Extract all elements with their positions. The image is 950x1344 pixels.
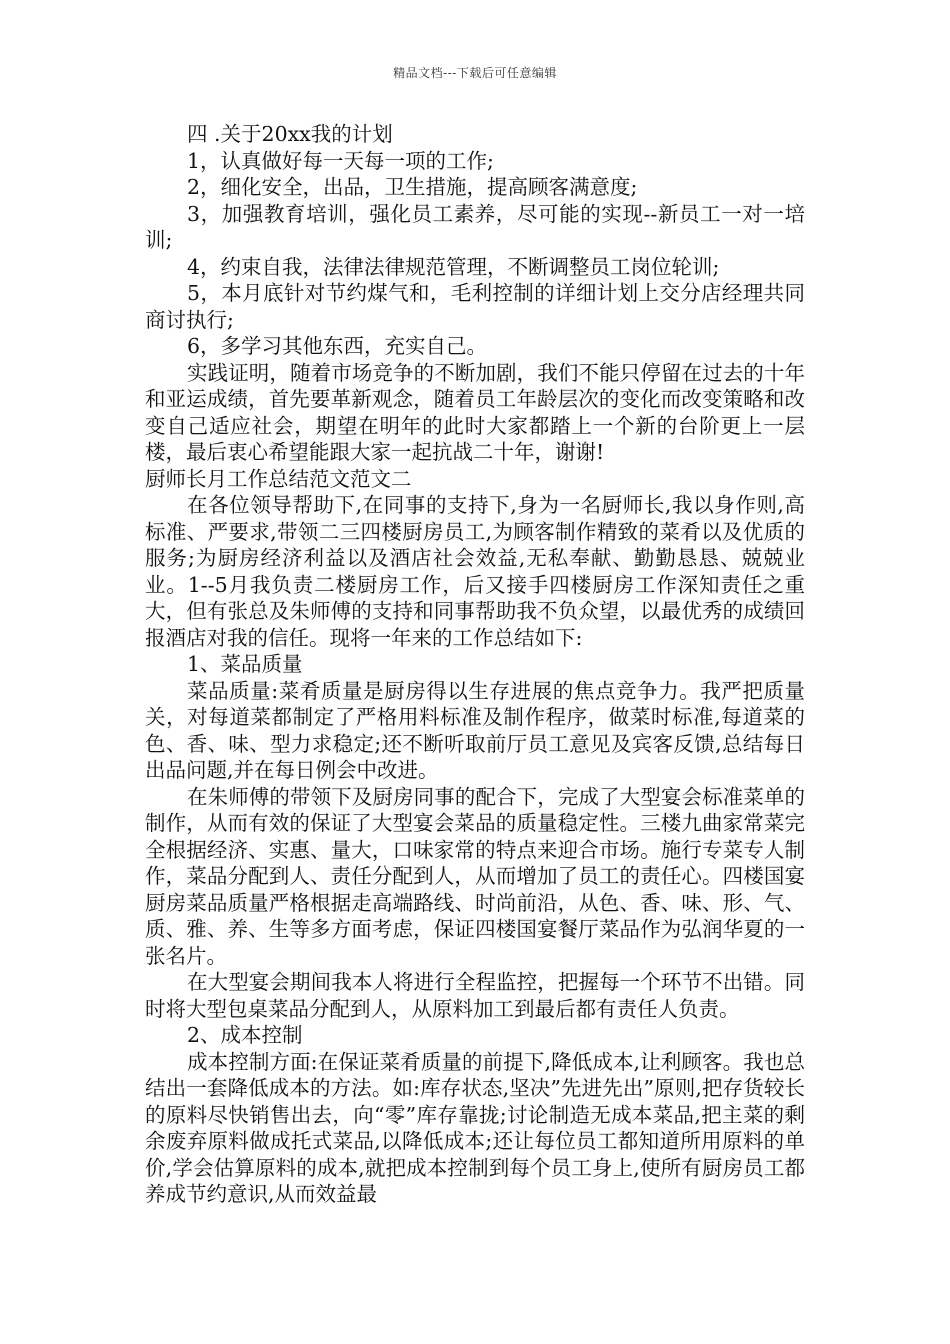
article-title: 厨师长月工作总结范文范文二 xyxy=(145,466,412,491)
plan-item-1: 1，认真做好每一天每一项的工作; xyxy=(187,148,494,173)
plan-item-2: 2，细化安全，出品，卫生措施，提高顾客满意度; xyxy=(187,175,638,199)
section-heading-cost: 2、成本控制 xyxy=(187,1023,303,1047)
plan-item-4: 4，约束自我，法律法律规范管理，不断调整员工岗位轮训; xyxy=(187,254,720,279)
section-heading-plan: 四 .关于20xx我的计划 xyxy=(187,122,393,146)
plan-item-3: 3，加强教育培训，强化员工素养，尽可能的实现--新员工一对一培训; xyxy=(145,201,805,252)
plan-item-5: 5，本月底针对节约煤气和，毛利控制的详细计划上交分店经理共同商讨执行; xyxy=(145,281,805,332)
quality-paragraph-1: 菜品质量:菜肴质量是厨房得以生存进展的焦点竞争力。我严把质量关，对每道菜都制定了严格用料标准及制作程序，做菜时标准,每道菜的色、香、味、型力求稳定;还不断听取前厅员工意见及宾客反馈,总结每日出品问题,并在每日例会中改进。 xyxy=(145,678,805,782)
intro-paragraph: 在各位领导帮助下,在同事的支持下,身为一名厨师长,我以身作则,高标准、严要求,带领二三四楼厨房员工,为顾客制作精致的菜肴以及优质的服务;为厨房经济利益以及酒店社会效益,无私奉献、勤勤恳恳、兢兢业业。1--5月我负责二楼厨房工作，后又接手四楼厨房工作深知责任之重大，但有张总及朱师傅的支持和同事帮助我不负众望，以最优秀的成绩回报酒店对我的信任。现将一年来的工作总结如下: xyxy=(145,493,805,650)
document-body xyxy=(145,121,805,1208)
quality-paragraph-2: 在朱师傅的带领下及厨房同事的配合下，完成了大型宴会标准菜单的制作，从而有效的保证了大型宴会菜品的质量稳定性。三楼九曲家常菜完全根据经济、实惠、量大，口味家常的特点来迎合市场。施行专菜专人制作，菜品分配到人、责任分配到人，从而增加了员工的责任心。四楼国宴厨房菜品质量严格根据走高端路线、时尚前沿，从色、香、味、形、气、质、雅、养、生等多方面考虑，保证四楼国宴餐厅菜品作为弘润华夏的一张名片。 xyxy=(145,784,805,968)
quality-paragraph-3: 在大型宴会期间我本人将进行全程监控，把握每一个环节不出错。同时将大型包桌菜品分配到人，从原料加工到最后都有责任人负责。 xyxy=(145,970,805,1021)
page-header: 精品文档---下载后可任意编辑 xyxy=(393,66,557,80)
section-heading-quality: 1、菜品质量 xyxy=(187,652,303,676)
plan-item-6: 6，多学习其他东西，充实自己。 xyxy=(187,334,488,358)
cost-paragraph-1: 成本控制方面:在保证菜肴质量的前提下,降低成本,让利顾客。我也总结出一套降低成本的方法。如:库存状态,坚决”先进先出”原则,把存货较长的原料尽快销售出去，向“零”库存靠拢;讨论制造无成本菜品,把主菜的剩余废弃原料做成托式菜品,以降低成本;还让每位员工都知道所用原料的单价,学会估算原料的成本,就把成本控制到每个员工身上,使所有厨房员工都养成节约意识,从而效益最 xyxy=(145,1049,805,1206)
closing-paragraph: 实践证明，随着市场竞争的不断加剧，我们不能只停留在过去的十年和亚运成绩，首先要革新观念，随着员工年龄层次的变化而改变策略和改变自己适应社会，期望在明年的此时大家都踏上一个新的台阶更上一层楼，最后衷心希望能跟大家一起抗战二十年，谢谢! xyxy=(145,360,805,464)
